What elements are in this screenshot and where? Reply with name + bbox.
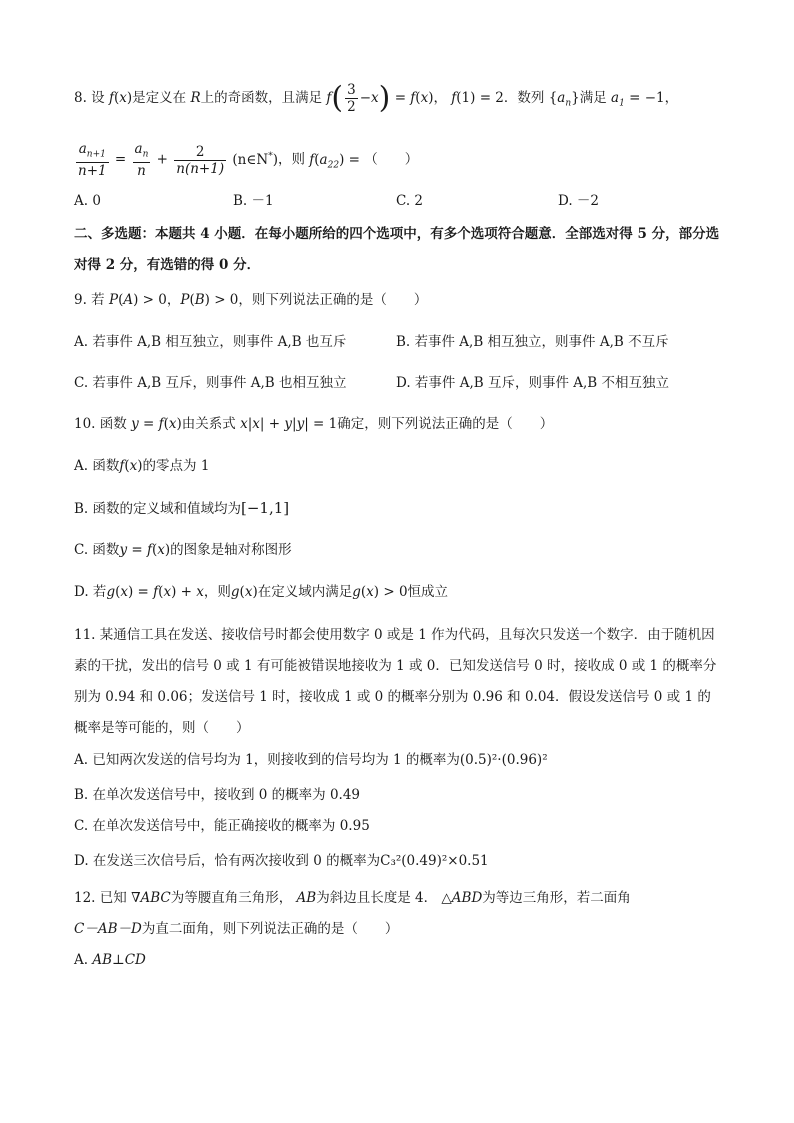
q9-stem	[74, 290, 427, 310]
q10-stem-pre: 10. 函数	[74, 416, 127, 432]
q8-f-frac: f	[326, 90, 332, 106]
q11-stem: 11. 某通信工具在发送、接收信号时都会使用数字 0 或是 1 作为代码，且每次只发送一个数字．由于随机因素的干扰，发出的信号 0 或 1 有可能被错误地接收为 1 或 0．已知发送信号 0 时，接收成 0 或 1 的概率分别为 0.94 和 0.06；发送信号 1 时，接收成 1 或 0 的概率分别为 0.96 和 0.04．假设发送信号 0 或 1 的概率是等可能的，则（ ）	[74, 627, 717, 736]
q8-frac-an: $\frac{a_n}{n}$	[134, 140, 149, 180]
q8-frac-2: $\frac{2}{n(n+1)}$	[176, 143, 225, 177]
q8-option-b: B. －1	[233, 193, 274, 209]
q12-option-a	[74, 950, 146, 970]
q8-text4: ．数列	[503, 90, 545, 106]
q8-bigparen-l: (	[331, 80, 344, 116]
q12-line1	[74, 888, 631, 908]
q8-fx-arg: (x)	[113, 90, 133, 106]
q8-R: R	[190, 90, 201, 106]
q11-a-expr: (0.5)²·(0.96)²	[459, 752, 548, 768]
q10-relation: x|x| + y|y| = 1	[240, 416, 338, 432]
q12-triangle-abd: △ABD	[441, 890, 483, 906]
q10-stem-post: 确定，则下列说法正确的是（ ）	[337, 416, 554, 432]
q8-option-a: A. 0	[74, 193, 101, 209]
q8-text7: ，则	[277, 151, 305, 168]
q11-option-b: B. 在单次发送信号中，接收到 0 的概率为 0.49	[74, 787, 361, 803]
q12-text-l2b: 为直二面角，则下列说法正确的是（ ）	[141, 921, 399, 937]
section2-heading: 二、多选题：本题共 4 小题．在每小题所给的四个选项中，有多个选项符合题意．全部选对得 5 分，部分选对得 2 分，有选错的得 0 分．	[74, 226, 720, 273]
q8-minus-x: −x	[359, 90, 379, 106]
q11-a-pre: A. 已知两次发送的信号均为 1，则接收到的信号均为 1 的概率为	[74, 752, 460, 768]
q8-text1: 是定义在	[132, 90, 187, 106]
q10-a-pre: A. 函数	[74, 458, 120, 474]
q12-a-label: A.	[74, 952, 89, 968]
q12-ab: AB	[296, 890, 317, 906]
q10-option-a	[74, 456, 209, 476]
q10-y-fx: y = f(x)	[131, 416, 182, 432]
q8-f1: f(1) = 2	[451, 90, 504, 106]
q9-option-b: B. 若事件 A,B 相互独立，则事件 A,B 不互斥	[396, 334, 669, 350]
q8-option-d: D. －2	[558, 193, 600, 209]
q10-c-post: 的图象是轴对称图形	[170, 542, 292, 558]
q10-d-g: g(x)	[230, 584, 258, 600]
q10-d-mid2: 在定义域内满足	[257, 584, 353, 600]
q8-plus-sign: +	[156, 151, 168, 168]
q9-stem-pre: 9. 若	[74, 292, 105, 308]
q12-line2	[74, 919, 398, 939]
q8-text5: 满足	[579, 90, 607, 106]
q9-option-c: C. 若事件 A,B 互斥，则事件 A,B 也相互独立	[74, 375, 347, 391]
q8-text6: ，	[664, 90, 679, 106]
q12-text-f: 为等边三角形，若二面角	[482, 890, 631, 906]
q11-option-c: C. 在单次发送信号中，能正确接收的概率为 0.95	[74, 818, 370, 834]
q10-d-cond: g(x) > 0	[352, 584, 408, 600]
q8-fa22: $f(a_{22})$ =	[309, 151, 360, 171]
q8-fx: f	[108, 90, 114, 106]
q10-c-fx: y = f(x)	[119, 542, 171, 558]
q10-d-pre: D. 若	[74, 584, 107, 600]
q9-option-d: D. 若事件 A,B 互斥，则事件 A,B 不相互独立	[396, 375, 670, 391]
q10-d-mid: ，则	[203, 584, 231, 600]
q10-option-d	[74, 582, 448, 602]
q10-b-pre: B. 函数的定义域和值域均为	[74, 501, 242, 517]
q10-d-gx: g(x) = f(x) + x	[106, 584, 204, 600]
q8-bigparen-r: )	[378, 80, 391, 116]
q10-d-post: 恒成立	[407, 584, 449, 600]
q12-triangle-abc: ∇ABC	[131, 890, 171, 906]
q8-eq-sign: =	[114, 151, 127, 168]
q8-frac: $\frac{3}{2}$	[347, 82, 356, 115]
q8-a1: $a_1 = -1$	[611, 90, 665, 109]
q9-stem-post: ，则下列说法正确的是（ ）	[238, 292, 428, 308]
q9-option-a: A. 若事件 A,B 相互独立，则事件 A,B 也互斥	[74, 334, 347, 350]
q8-paren: （ ）	[364, 151, 419, 168]
q10-option-b	[74, 498, 289, 519]
q10-a-post: 的零点为 1	[142, 458, 210, 474]
q12-text-b: 为等腰直角三角形，	[170, 890, 293, 906]
q12-dihedral: C－AB－D	[74, 921, 142, 937]
q8-frac-an1: $\frac{a_{n+1}}{n+1}$	[78, 140, 107, 180]
q8-label: 8. 设	[74, 90, 105, 106]
q10-stem	[74, 414, 553, 434]
q8-an-seq: $\{a_n\}$	[548, 90, 580, 109]
q9-pa: P(A) > 0，P(B) > 0	[108, 292, 239, 308]
q8-text3: ，	[433, 90, 447, 106]
q12-a-expr: AB⊥CD	[92, 952, 146, 968]
q12-pre: 12. 已知	[74, 890, 127, 906]
q8-eq1: = f(x)	[394, 90, 434, 106]
q10-option-c	[74, 540, 292, 560]
q11-d-expr: C₃²(0.49)²×0.51	[380, 853, 489, 869]
q8-text2: 上的奇函数，且满足	[200, 90, 323, 106]
q10-c-pre: C. 函数	[74, 542, 120, 558]
q11-option-d	[74, 851, 489, 871]
q12-text-d: 为斜边且长度是 4．	[316, 890, 438, 906]
q10-stem-mid: 由关系式	[181, 416, 236, 432]
q8-cond: (n∈N*)	[232, 151, 278, 168]
q8-line2	[74, 136, 418, 185]
q11-option-a	[74, 750, 548, 770]
q10-b-interval: [−1,1]	[241, 499, 290, 517]
q10-a-fx: f(x)	[119, 458, 143, 474]
q8-line1	[74, 82, 678, 115]
q8-option-c: C. 2	[396, 193, 424, 209]
q11-d-pre: D. 在发送三次信号后，恰有两次接收到 0 的概率为	[74, 853, 381, 869]
